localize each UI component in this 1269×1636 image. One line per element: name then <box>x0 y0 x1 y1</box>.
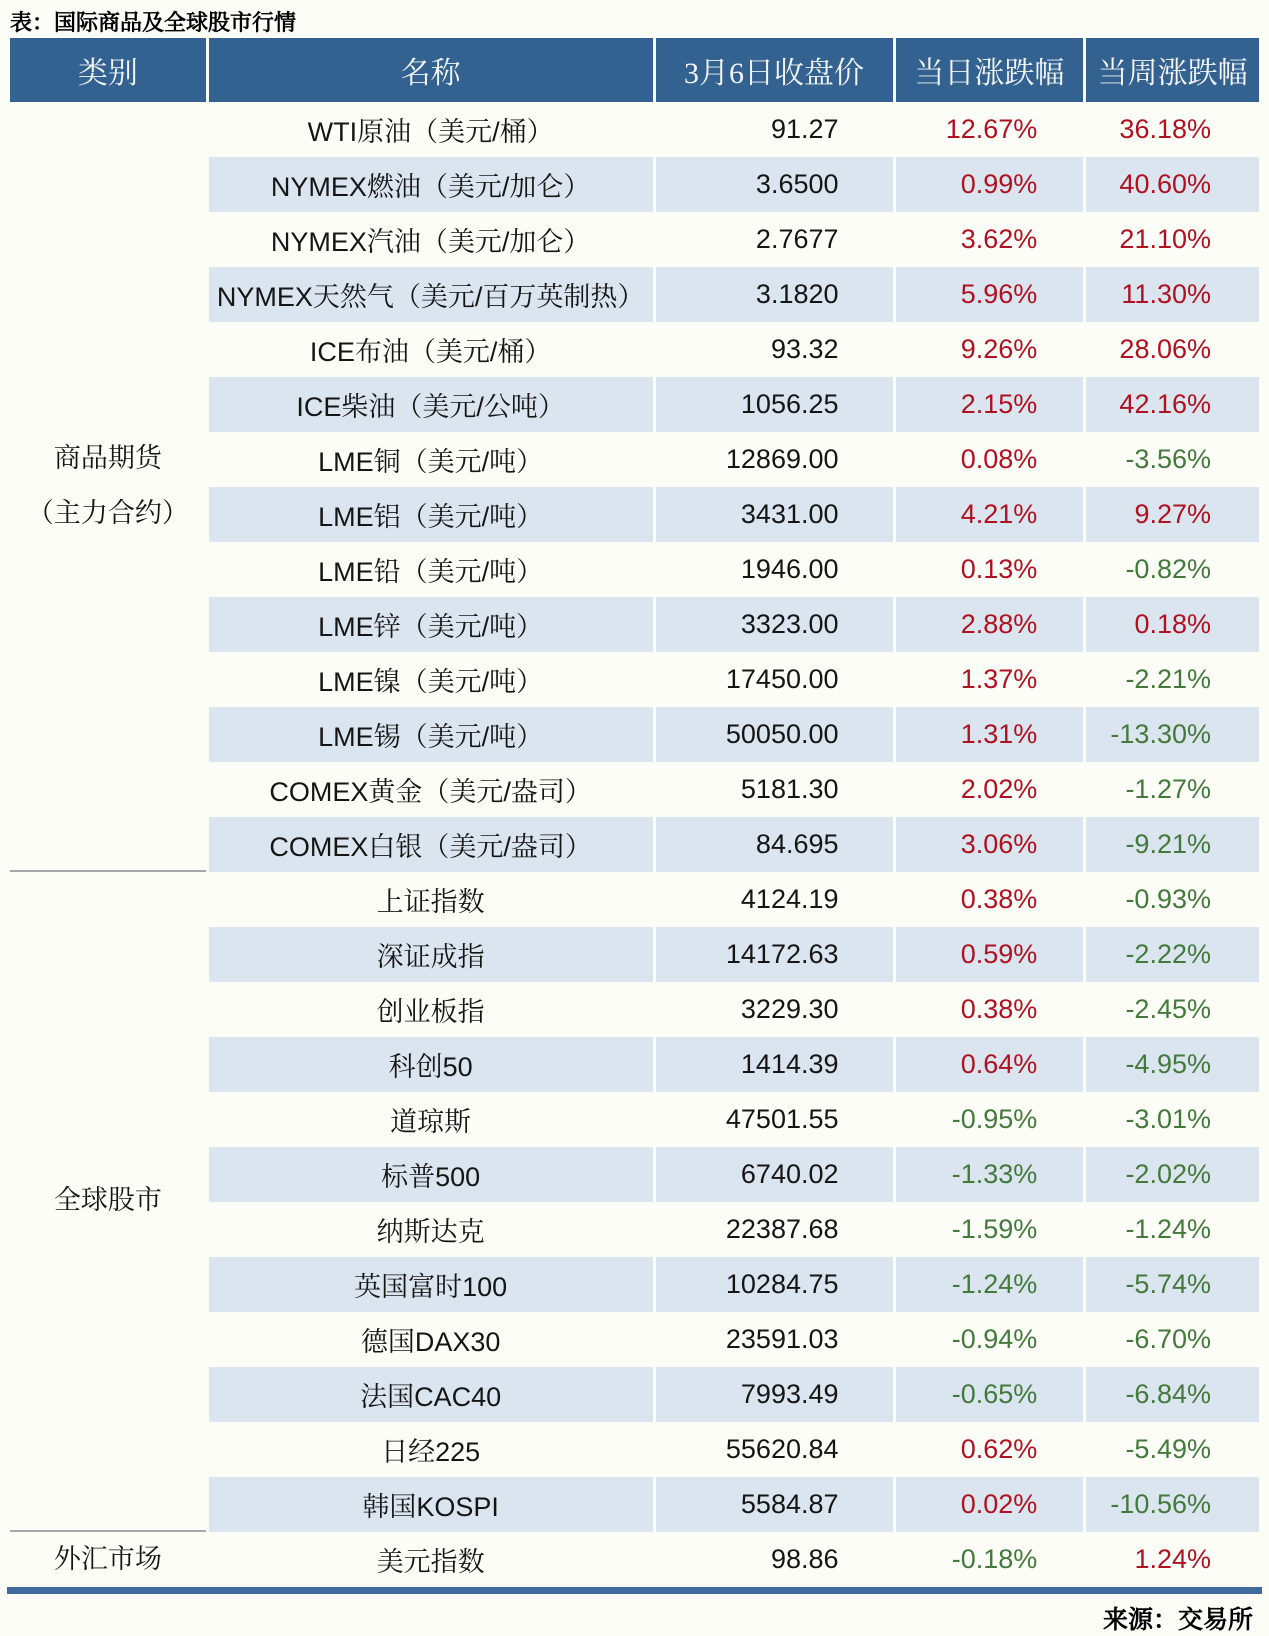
day-change: 4.21% <box>896 487 1084 542</box>
instrument-name: NYMEX燃油（美元/加仑） <box>209 157 653 212</box>
day-change: 0.38% <box>896 872 1084 927</box>
category-cell <box>10 872 206 1532</box>
instrument-name: LME铜（美元/吨） <box>209 432 653 487</box>
week-change: -0.93% <box>1086 872 1259 927</box>
instrument-name: 纳斯达克 <box>209 1202 653 1257</box>
market-table <box>7 38 1262 1587</box>
close-price: 23591.03 <box>656 1312 893 1367</box>
week-change: 40.60% <box>1086 157 1259 212</box>
day-change: 1.31% <box>896 707 1084 762</box>
instrument-name: NYMEX天然气（美元/百万英制热） <box>209 267 653 322</box>
instrument-name: 道琼斯 <box>209 1092 653 1147</box>
day-change: 3.06% <box>896 817 1084 872</box>
week-change: -2.21% <box>1086 652 1259 707</box>
market-table-wrapper <box>7 38 1262 1594</box>
day-change: 0.62% <box>896 1422 1084 1477</box>
instrument-name: 法国CAC40 <box>209 1367 653 1422</box>
category-label: 全球股市 <box>53 1185 162 1216</box>
page-title: 表：国际商品及全球股市行情 <box>10 10 297 35</box>
close-price: 93.32 <box>656 322 893 377</box>
week-change: -2.22% <box>1086 927 1259 982</box>
close-price: 17450.00 <box>656 652 893 707</box>
day-change: 0.99% <box>896 157 1084 212</box>
category-cell <box>10 102 206 872</box>
week-change: 0.18% <box>1086 597 1259 652</box>
week-change: 1.24% <box>1086 1532 1259 1587</box>
header-week-change: 当周涨跌幅 <box>1086 38 1259 102</box>
day-change: 0.59% <box>896 927 1084 982</box>
close-price: 1414.39 <box>656 1037 893 1092</box>
week-change: 42.16% <box>1086 377 1259 432</box>
close-price: 50050.00 <box>656 707 893 762</box>
day-change: -0.18% <box>896 1532 1084 1587</box>
close-price: 6740.02 <box>656 1147 893 1202</box>
instrument-name: COMEX黄金（美元/盎司） <box>209 762 653 817</box>
day-change: -0.65% <box>896 1367 1084 1422</box>
close-price: 47501.55 <box>656 1092 893 1147</box>
instrument-name: ICE布油（美元/桶） <box>209 322 653 377</box>
week-change: -4.95% <box>1086 1037 1259 1092</box>
week-change: -3.56% <box>1086 432 1259 487</box>
day-change: 0.64% <box>896 1037 1084 1092</box>
week-change: -0.82% <box>1086 542 1259 597</box>
close-price: 3323.00 <box>656 597 893 652</box>
instrument-name: 日经225 <box>209 1422 653 1477</box>
close-price: 4124.19 <box>656 872 893 927</box>
close-price: 3229.30 <box>656 982 893 1037</box>
instrument-name: 美元指数 <box>209 1532 653 1587</box>
instrument-name: 创业板指 <box>209 982 653 1037</box>
instrument-name: LME镍（美元/吨） <box>209 652 653 707</box>
header-day-change: 当日涨跌幅 <box>896 38 1084 102</box>
week-change: -13.30% <box>1086 707 1259 762</box>
close-price: 1946.00 <box>656 542 893 597</box>
header-row <box>10 38 1259 102</box>
day-change: 2.02% <box>896 762 1084 817</box>
instrument-name: 德国DAX30 <box>209 1312 653 1367</box>
instrument-name: 上证指数 <box>209 872 653 927</box>
week-change: 28.06% <box>1086 322 1259 377</box>
day-change: 2.88% <box>896 597 1084 652</box>
instrument-name: ICE柴油（美元/公吨） <box>209 377 653 432</box>
instrument-name: 标普500 <box>209 1147 653 1202</box>
day-change: 1.37% <box>896 652 1084 707</box>
table-row <box>10 872 1259 927</box>
day-change: 0.02% <box>896 1477 1084 1532</box>
instrument-name: LME铝（美元/吨） <box>209 487 653 542</box>
day-change: -1.59% <box>896 1202 1084 1257</box>
day-change: 0.08% <box>896 432 1084 487</box>
close-price: 7993.49 <box>656 1367 893 1422</box>
day-change: -1.24% <box>896 1257 1084 1312</box>
table-row <box>10 102 1259 157</box>
close-price: 5181.30 <box>656 762 893 817</box>
close-price: 1056.25 <box>656 377 893 432</box>
instrument-name: LME铅（美元/吨） <box>209 542 653 597</box>
close-price: 12869.00 <box>656 432 893 487</box>
instrument-name: LME锌（美元/吨） <box>209 597 653 652</box>
table-body <box>10 102 1259 1587</box>
close-price: 55620.84 <box>656 1422 893 1477</box>
week-change: -1.27% <box>1086 762 1259 817</box>
week-change: -2.45% <box>1086 982 1259 1037</box>
close-price: 2.7677 <box>656 212 893 267</box>
day-change: 0.38% <box>896 982 1084 1037</box>
close-price: 3.6500 <box>656 157 893 212</box>
close-price: 22387.68 <box>656 1202 893 1257</box>
day-change: 12.67% <box>896 102 1084 157</box>
category-label: 外汇市场 <box>53 1544 162 1574</box>
close-price: 3.1820 <box>656 267 893 322</box>
header-close-price: 3月6日收盘价 <box>656 38 893 102</box>
category-cell <box>10 1532 206 1587</box>
category-label: （主力合约） <box>26 498 189 528</box>
week-change: -9.21% <box>1086 817 1259 872</box>
day-change: 5.96% <box>896 267 1084 322</box>
week-change: -10.56% <box>1086 1477 1259 1532</box>
source-note: 来源：交易所 <box>1102 1606 1253 1635</box>
close-price: 10284.75 <box>656 1257 893 1312</box>
instrument-name: 科创50 <box>209 1037 653 1092</box>
day-change: -1.33% <box>896 1147 1084 1202</box>
week-change: 11.30% <box>1086 267 1259 322</box>
header-category: 类别 <box>10 38 206 102</box>
instrument-name: NYMEX汽油（美元/加仑） <box>209 212 653 267</box>
instrument-name: LME锡（美元/吨） <box>209 707 653 762</box>
close-price: 14172.63 <box>656 927 893 982</box>
instrument-name: 深证成指 <box>209 927 653 982</box>
instrument-name: WTI原油（美元/桶） <box>209 102 653 157</box>
week-change: 21.10% <box>1086 212 1259 267</box>
close-price: 3431.00 <box>656 487 893 542</box>
week-change: -6.84% <box>1086 1367 1259 1422</box>
table-row <box>10 1532 1259 1587</box>
week-change: 9.27% <box>1086 487 1259 542</box>
instrument-name: 英国富时100 <box>209 1257 653 1312</box>
week-change: 36.18% <box>1086 102 1259 157</box>
week-change: -2.02% <box>1086 1147 1259 1202</box>
week-change: -5.49% <box>1086 1422 1259 1477</box>
day-change: 0.13% <box>896 542 1084 597</box>
close-price: 84.695 <box>656 817 893 872</box>
close-price: 5584.87 <box>656 1477 893 1532</box>
header-name: 名称 <box>209 38 653 102</box>
day-change: -0.95% <box>896 1092 1084 1147</box>
close-price: 98.86 <box>656 1532 893 1587</box>
day-change: -0.94% <box>896 1312 1084 1367</box>
day-change: 2.15% <box>896 377 1084 432</box>
day-change: 3.62% <box>896 212 1084 267</box>
week-change: -1.24% <box>1086 1202 1259 1257</box>
week-change: -3.01% <box>1086 1092 1259 1147</box>
close-price: 91.27 <box>656 102 893 157</box>
instrument-name: COMEX白银（美元/盎司） <box>209 817 653 872</box>
category-label: 商品期货 <box>53 442 162 473</box>
week-change: -6.70% <box>1086 1312 1259 1367</box>
day-change: 9.26% <box>896 322 1084 377</box>
instrument-name: 韩国KOSPI <box>209 1477 653 1532</box>
week-change: -5.74% <box>1086 1257 1259 1312</box>
